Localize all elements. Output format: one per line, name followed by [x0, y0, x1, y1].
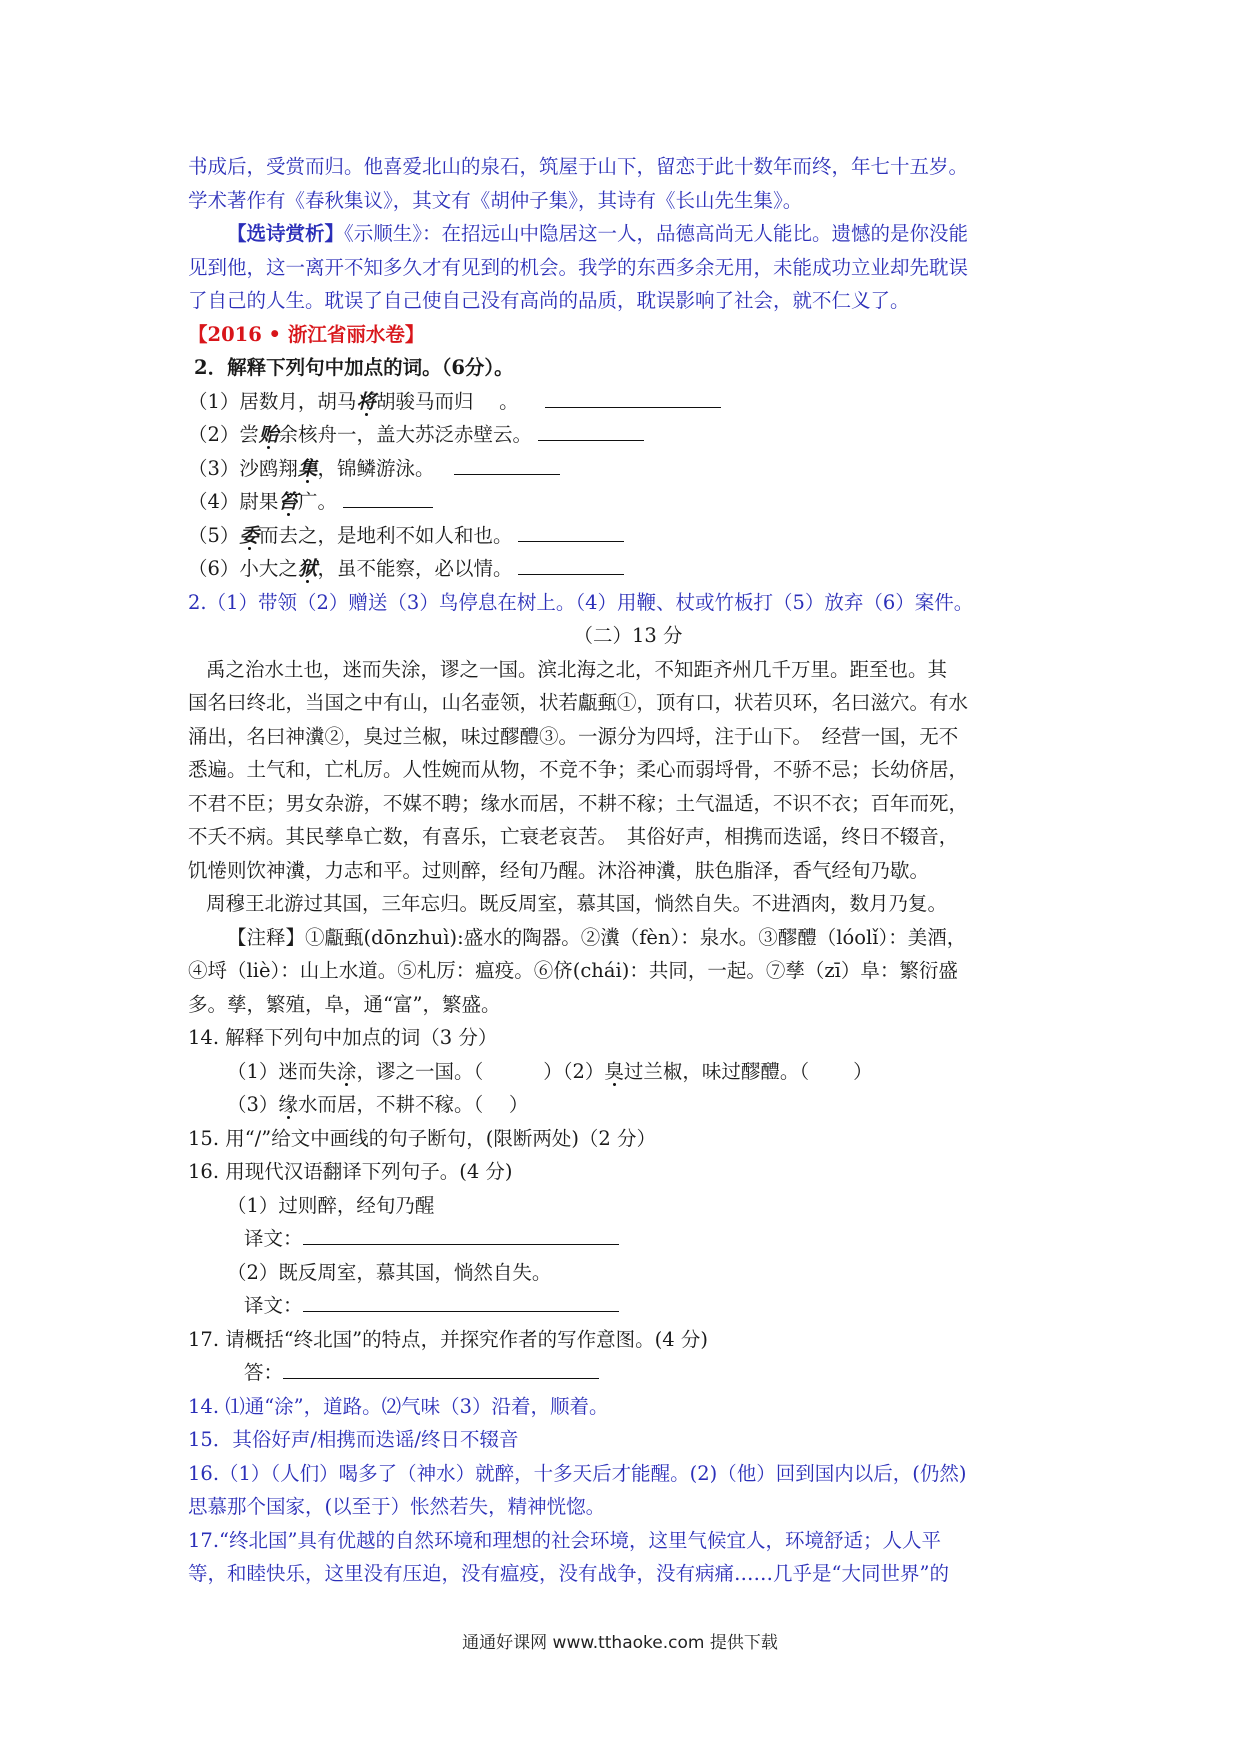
- passage-line: 禹之治水土也，迷而失涂，谬之一国。滨北海之北，不知距齐州几千万里。距至也。其: [206, 657, 948, 681]
- answer-blank[interactable]: [545, 385, 721, 408]
- q15-title: 15. 用“/”给文中画线的句子断句，(限断两处)（2 分）: [188, 1126, 657, 1150]
- page-footer: 通通好课网 www.tthaoke.com 提供下载: [462, 1633, 778, 1653]
- translation-label: 译文：: [244, 1227, 303, 1250]
- appreciation-line: 了自己的人生。耽误了自己使自己没有高尚的品质，耽误影响了社会，就不仁义了。: [188, 289, 910, 312]
- q2-item-text: （5）: [188, 523, 240, 547]
- notes-line: 【注释】①甗甀(dōnzhuì):盛水的陶器。②瀵（fèn）：泉水。③醪醴（lóolǐ）：美酒，: [227, 925, 967, 949]
- q2-item-text: 广。: [297, 490, 337, 513]
- q14-text: （3）: [227, 1093, 279, 1116]
- document-page: [188, 150, 1068, 1591]
- q2-item-4: [188, 485, 1068, 519]
- q2-item-text: 而去之，是地利不如人和也。: [258, 523, 513, 547]
- answer-14: 14. ⑴通“涂”，道路。⑵气味（3）沿着，顺着。: [188, 1394, 609, 1418]
- passage-line: 不君不臣；男女杂游，不媒不聘；缘水而居，不耕不稼；土气温适，不识不衣；百年而死，: [188, 791, 969, 815]
- passage-line: 不夭不病。其民孳阜亡数，有喜乐，亡衰老哀苦。 其俗好声，相携而迭谣，终日不辍音，: [188, 825, 959, 848]
- q2-item-text: （1）居数月，胡马: [188, 389, 357, 413]
- appreciation-line: 见到他，这一离开不知多久才有见到的机会。我学的东西多余无用，未能成功立业却先耽误: [188, 255, 969, 279]
- answer-blank[interactable]: [343, 485, 433, 508]
- q2-item-text: ，虽不能察，必以情。: [317, 557, 513, 580]
- answer-label: 答：: [244, 1361, 284, 1384]
- q14-title: 14. 解释下列句中加点的词（3 分）: [188, 1026, 498, 1049]
- answer-17: 17.“终北国”具有优越的自然环境和理想的社会环境，这里气候宜人，环境舒适；人人平: [188, 1528, 941, 1552]
- q2-item-5: [188, 519, 1068, 553]
- q14-text: ）: [853, 1059, 873, 1083]
- answer-blank[interactable]: [518, 519, 624, 542]
- dotted-word: 缘: [278, 1093, 298, 1116]
- q14-text: 水而居，不耕不稼。（ ）: [297, 1093, 529, 1116]
- q16-title: 16. 用现代汉语翻译下列句子。(4 分): [188, 1160, 513, 1183]
- dotted-word: 将: [356, 389, 376, 413]
- answer-16: 思慕那个国家，(以至于）怅然若失，精神恍惚。: [188, 1495, 606, 1518]
- appreciation-text: 《示顺生》：在招远山中隐居这一人，品德高尚无人能比。遗憾的是你没能: [344, 222, 969, 245]
- q2-answer: 2.（1）带领（2）赠送（3）鸟停息在树上。（4）用鞭、杖或竹板打（5）放弃（6）案件。: [188, 590, 974, 614]
- q14-text: 过兰椒，味过醪醴。（: [623, 1059, 810, 1083]
- translation-blank[interactable]: [303, 1222, 619, 1245]
- appreciation-paragraph: [188, 217, 1068, 251]
- q2-item-text: （4）尉果: [188, 490, 279, 513]
- q14-line-2: [188, 1088, 1068, 1122]
- intro-line: 书成后，受赏而归。他喜爱北山的泉石，筑屋于山下，留恋于此十数年而终，年七十五岁。: [188, 155, 969, 178]
- q17-answer: [188, 1356, 1068, 1390]
- section-title: 【2016 • 浙江省丽水卷】: [188, 322, 425, 346]
- q2-item-text: （2）尝: [188, 423, 259, 446]
- dotted-word: 委: [239, 523, 259, 547]
- q2-item-6: [188, 552, 1068, 586]
- answer-blank[interactable]: [538, 418, 644, 441]
- q14-text: （1）迷而失: [227, 1059, 337, 1083]
- q16-answer-2: [188, 1289, 1068, 1323]
- answer-blank[interactable]: [518, 552, 624, 575]
- part2-heading: （二）13 分: [573, 624, 683, 647]
- answer-blank[interactable]: [454, 452, 560, 475]
- dotted-word: 涂: [336, 1059, 357, 1083]
- passage-line: 饥惓则饮神瀵，力志和平。过则醉，经旬乃醒。沐浴神瀵，肤色脂泽，香气经旬乃歇。: [188, 858, 930, 882]
- q2-item-1: [188, 385, 1068, 419]
- q16-answer-1: [188, 1222, 1068, 1256]
- notes-line: 多。孳，繁殖，阜，通“富”，繁盛。: [188, 992, 501, 1016]
- q2-item-text: 胡骏马而归 。: [375, 389, 519, 413]
- q2-title: 2．解释下列句中加点的词。（6分）。: [194, 356, 514, 379]
- dotted-word: 笞: [278, 490, 298, 513]
- dotted-word: 臭: [604, 1059, 624, 1083]
- passage-line: 国名曰终北，当国之中有山，山名壶领，状若甗甀①，顶有口，状若贝环，名曰滋穴。有水: [188, 691, 969, 714]
- q2-item-3: [188, 452, 1068, 486]
- q2-item-text: （3）沙鸥翔: [188, 456, 298, 480]
- passage-line: 周穆王北游过其国，三年忘归。既反周室，慕其国，惝然自失。不进酒肉，数月乃复。: [206, 892, 948, 915]
- passage-line: 涌出，名曰神瀵②，臭过兰椒，味过醪醴③。一源分为四埒，注于山下。 经营一国，无不: [188, 724, 959, 748]
- answer-17: 等，和睦快乐，这里没有压迫，没有瘟疫，没有战争，没有病痛……几乎是“大同世界”的: [188, 1562, 949, 1585]
- q2-item-2: [188, 418, 1068, 452]
- dotted-word: 贻: [258, 423, 279, 446]
- q14-text: ）（2）: [543, 1059, 605, 1083]
- answer-15: 15．其俗好声/相携而迭谣/终日不辍音: [188, 1428, 519, 1451]
- q17-title: 17. 请概括“终北国”的特点，并探究作者的写作意图。(4 分): [188, 1327, 708, 1351]
- q14-text: ，谬之一国。（: [356, 1059, 484, 1083]
- notes-line: ④埒（liè）：山上水道。⑤札厉：瘟疫。⑥侪(chái)：共同，一起。⑦孳（zī）阜：繁衍盛: [188, 959, 958, 982]
- passage-line: 悉遍。土气和，亡札厉。人性婉而从物，不竞不争；柔心而弱埒骨，不骄不忌；长幼侪居，: [188, 758, 969, 781]
- answer-blank[interactable]: [283, 1356, 599, 1379]
- dotted-word: 狱: [297, 557, 318, 580]
- answer-16: 16.（1）（人们）喝多了（神水）就醉，十多天后才能醒。(2)（他）回到国内以后，(仍然): [188, 1461, 967, 1485]
- q2-item-text: ，锦鳞游泳。: [317, 456, 435, 480]
- dotted-word: 集: [297, 456, 318, 480]
- q16-sentence-2: （2）既反周室，慕其国，惝然自失。: [227, 1260, 552, 1284]
- intro-line: 学术著作有《春秋集议》，其文有《胡仲子集》，其诗有《长山先生集》。: [188, 188, 803, 212]
- q2-item-text: （6）小大之: [188, 557, 298, 580]
- q16-sentence-1: （1）过则醉，经旬乃醒: [227, 1193, 435, 1217]
- translation-label: 译文：: [244, 1294, 303, 1317]
- q14-line-1: [188, 1055, 1068, 1089]
- translation-blank[interactable]: [303, 1289, 619, 1312]
- q2-item-text: 余核舟一，盖大苏泛赤壁云。: [278, 423, 532, 446]
- appreciation-label: 【选诗赏析】: [227, 222, 345, 245]
